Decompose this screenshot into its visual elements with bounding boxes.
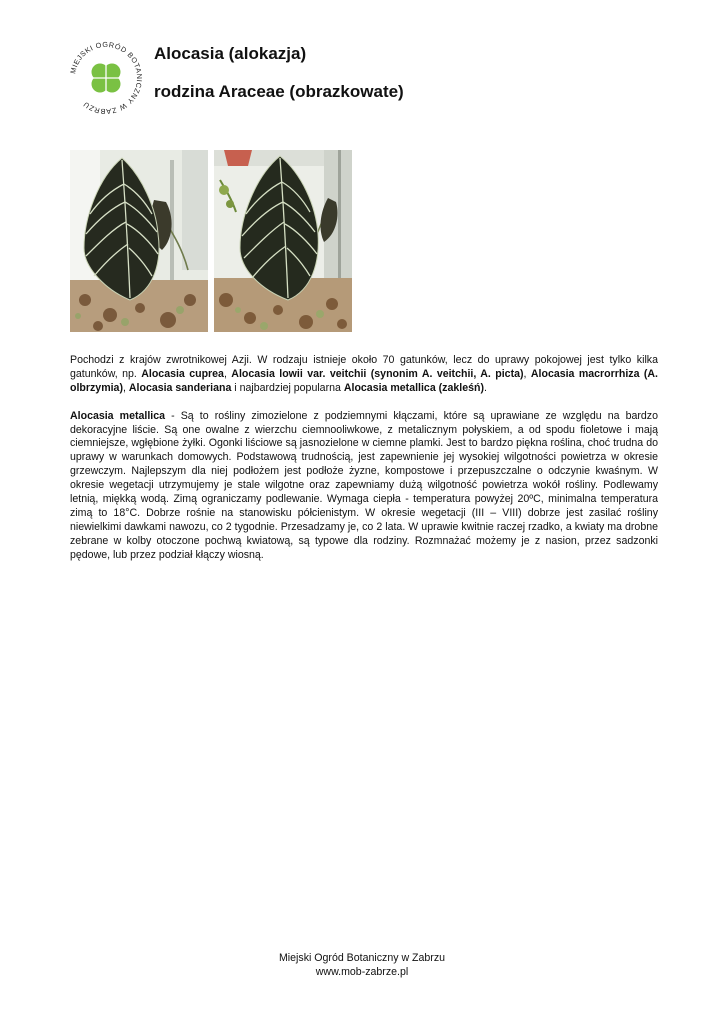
description-text: - Są to rośliny zimozielone z podziemnymi kłączami, które są uprawiane ze względu na bardzo dekoracyjne liście. Są one owalne z wierzchu ciemnooliwkowe, z metalicznym połyskiem, a od spodu fioletowe i mają ciemniejsze, wgłębione żyłki. Ogonki liściowe są jasnozielone w ciemne plamki. Jest to bardzo piękna roślina, choć trudna do uprawy w warunkach domowych. Podstawową trudnością, jest zapewnienie jej wysokiej wilgotności powietrza w okresie grzewczym. Najlepszym dla niej podłożem jest podłoże żyzne, kompostowe i przepuszczalne o odczynie kwaśnym. W okresie wegetacji utrzymujemy je stale wilgotne oraz zapewniamy dużą wilgotność powietrza wokół rośliny. Podlewamy letnią, miękką wodą. Zimą ograniczamy podlewanie. Wymaga ciepła - temperatura powyżej 20ºC, minimalna temperatura zimą to 18°C. Dobrze rośnie na stanowisku półcienistym. W okresie wegetacji (III – VIII) dobrze jest zasilać rośliny niewielkimi dawkami nawozu, co 2 tygodnie. Przesadzamy je, co 2 lata. W uprawie kwitnie raczej rzadko, a kwiaty ma drobne zebrane w kolby otoczone pochwą kwiatową, są typowe dla rodziny. Rozmnażać możemy je z nasion, przez sadzonki pędowe, lub przez podział kłączy wiosną.: [70, 409, 658, 561]
species-sanderiana: Alocasia sanderiana: [128, 381, 232, 394]
page-footer: [0, 951, 724, 979]
description-species-name: Alocasia metallica: [70, 409, 166, 422]
footer-organization: Miejski Ogród Botaniczny w Zabrzu: [278, 952, 446, 964]
alocasia-photo-left: [70, 150, 208, 332]
article-body: [70, 354, 658, 576]
intro-text-5: i najbardziej popularna: [231, 381, 344, 394]
footer-website-link[interactable]: www.mob-zabrze.pl: [315, 966, 409, 978]
species-macrorrhiza: Alocasia macrorrhiza (A. olbrzymia): [70, 367, 659, 394]
intro-text-1: Pochodzi z krajów zwrotnikowej Azji. W rodzaju istnieje około 70 gatunków, lecz do uprawy pokojowej jest tylko kilka gatunków, np.: [70, 354, 658, 380]
intro-text-3: ,: [523, 367, 531, 380]
alocasia-photo-right: [214, 150, 352, 332]
intro-text-2: ,: [223, 367, 232, 380]
species-lowii: Alocasia lowii var. veitchii (synonim A. veitchii, A. picta): [231, 367, 524, 380]
page-subtitle: rodzina Araceae (obrazkowate): [154, 82, 404, 101]
intro-text-6: .: [483, 381, 487, 394]
botanical-garden-logo: [66, 38, 146, 118]
species-cuprea: Alocasia cuprea: [141, 367, 224, 380]
intro-text-4: ,: [122, 381, 129, 394]
intro-paragraph: [70, 354, 658, 396]
page-title: Alocasia (alokazja): [154, 44, 307, 63]
description-paragraph: [70, 410, 658, 563]
species-metallica: Alocasia metallica (zakleśń): [343, 381, 484, 394]
logo-ring-text: MIEJSKI OGRÓD BOTANICZNY W ZABRZU: [68, 39, 145, 117]
header: [154, 44, 404, 102]
